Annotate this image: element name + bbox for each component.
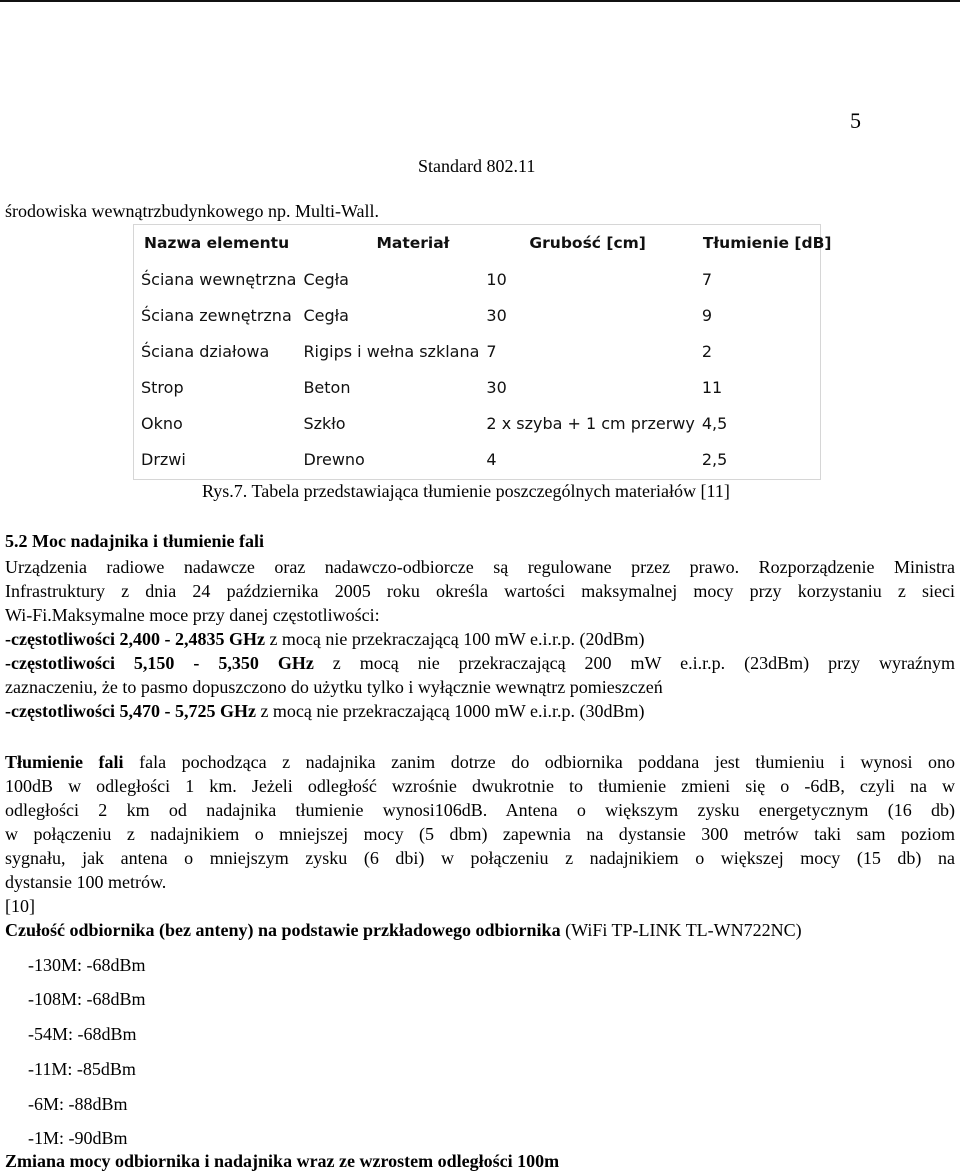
- cell-element: Drzwi: [141, 449, 186, 469]
- cell-element: Ściana wewnętrzna: [141, 269, 297, 289]
- freq-line-1: [5, 627, 955, 651]
- cell-attenuation: 4,5: [701, 413, 728, 433]
- cell-element: Ściana działowa: [141, 341, 270, 361]
- list-item: -1M: -90dBm: [28, 1128, 128, 1148]
- header-label: Standard 802.11: [418, 156, 536, 176]
- cell-element: Ściana zewnętrzna: [141, 305, 292, 325]
- cell-thickness: 30: [486, 305, 507, 325]
- lead-rest: fala pochodząca z nadajnika zanim dotrze do odbiornika poddana jest tłumieniu i wynosi ono: [123, 752, 955, 772]
- cell-thickness: 10: [486, 269, 507, 289]
- cell-element: Okno: [141, 413, 183, 433]
- cell-thickness: 2 x szyba + 1 cm przerwy: [486, 413, 695, 433]
- freq-line-2: [5, 651, 955, 675]
- sensitivity-title-bold: Czułość odbiornika (bez anteny) na podstawie przkładowego odbiornika: [5, 920, 561, 940]
- figure-caption: Rys.7. Tabela przedstawiająca tłumienie poszczególnych materiałów [11]: [202, 481, 730, 501]
- cell-material: Szkło: [303, 413, 346, 433]
- list-item: -130M: -68dBm: [28, 955, 146, 975]
- cell-material: Cegła: [303, 305, 349, 325]
- freq-desc: z mocą nie przekraczającą 1000 mW e.i.r.p. (30dBm): [255, 701, 645, 721]
- section-title: [5, 529, 955, 553]
- cell-thickness: 30: [486, 377, 507, 397]
- list-item: -108M: -68dBm: [28, 989, 146, 1009]
- cell-element: Strop: [141, 377, 184, 397]
- paragraph-line: sygnału, jak antena o mniejszym zysku (6 dbi) w połączeniu z nadajnikiem o większej mocy (15 db) na: [5, 848, 955, 868]
- cell-material: Rigips i wełna szklana: [303, 341, 480, 361]
- last-heading: Zmiana mocy odbiornika i nadajnika wraz ze wzrostem odległości 100m: [5, 1151, 560, 1171]
- paragraph-attenuation: [5, 750, 955, 942]
- table-row: [134, 369, 832, 405]
- table-header-row: [134, 225, 832, 261]
- freq-range: -częstotliwości 5,470 - 5,725 GHz: [5, 701, 256, 721]
- header-material: Materiał: [376, 234, 450, 252]
- paragraph-line: Infrastruktury z dnia 24 października 2005 roku określa wartości maksymalnej mocy przy korzystaniu z sieci: [5, 581, 955, 601]
- paragraph-regulation: [5, 555, 955, 723]
- table-row: [134, 405, 832, 441]
- table-row: [134, 297, 832, 333]
- cell-material: Cegła: [303, 269, 349, 289]
- table-row: [134, 261, 832, 297]
- header-element-name: Nazwa elementu: [144, 234, 290, 252]
- cell-thickness: 4: [486, 449, 497, 469]
- paragraph-line: 100dB w odległości 1 km. Jeżeli odległość wzrośnie dwukrotnie to tłumienie zmieni się o -6dB, czyli na w: [5, 776, 955, 796]
- cell-thickness: 7: [486, 341, 497, 361]
- cell-material: Drewno: [303, 449, 365, 469]
- freq-range: -częstotliwości 5,150 - 5,350 GHz: [5, 653, 314, 673]
- paragraph-line: Wi-Fi.Maksymalne moce przy danej częstotliwości:: [5, 605, 380, 625]
- sensitivity-title: [5, 918, 955, 942]
- cell-attenuation: 2,5: [701, 449, 728, 469]
- cell-material: Beton: [303, 377, 351, 397]
- cell-attenuation: 2: [701, 341, 713, 361]
- paragraph-line: odległości 2 km od nadajnika tłumienie wynosi106dB. Antena o większym zysku energetycznym (16 db): [5, 800, 955, 820]
- paragraph-line: [5, 750, 955, 774]
- lead-term: Tłumienie fali: [5, 752, 124, 772]
- list-item: -6M: -88dBm: [28, 1094, 128, 1114]
- intro-line: środowiska wewnątrzbudynkowego np. Multi-Wall.: [5, 201, 379, 221]
- cell-attenuation: 7: [701, 269, 713, 289]
- attenuation-table: [133, 224, 832, 480]
- freq-desc: z mocą nie przekraczającą 100 mW e.i.r.p. (20dBm): [264, 629, 645, 649]
- freq-range: -częstotliwości 2,400 - 2,4835 GHz: [5, 629, 265, 649]
- list-item: -54M: -68dBm: [28, 1024, 137, 1044]
- cell-attenuation: 9: [701, 305, 713, 325]
- table-row: [134, 441, 832, 477]
- freq-desc: z mocą nie przekraczającą 200 mW e.i.r.p. (23dBm) przy wyraźnym: [313, 653, 955, 673]
- paragraph-line: w połączeniu z nadajnikiem o mniejszej mocy (5 dbm) zapewnia na dystansie 300 metrów taki sam poziom: [5, 824, 955, 844]
- freq-line-2-cont: zaznaczeniu, że to pasmo dopuszczono do użytku tylko i wyłącznie wewnątrz pomieszczeń: [5, 677, 663, 697]
- top-rule: [0, 0, 960, 2]
- sensitivity-title-rest: (WiFi TP-LINK TL-WN722NC): [560, 920, 802, 940]
- paragraph-line: dystansie 100 metrów.: [5, 872, 167, 892]
- cell-attenuation: 11: [701, 377, 723, 397]
- page-number: 5: [850, 108, 861, 133]
- header-attenuation: Tłumienie [dB]: [702, 234, 832, 252]
- paragraph-line: Urządzenia radiowe nadawcze oraz nadawczo-odbiorcze są regulowane przez prawo. Rozporządzenie Ministra: [5, 557, 955, 577]
- list-item: -11M: -85dBm: [28, 1059, 136, 1079]
- table-row: [134, 333, 832, 369]
- section-title-text: 5.2 Moc nadajnika i tłumienie fali: [5, 531, 265, 551]
- freq-line-3: [5, 699, 955, 723]
- reference: [10]: [5, 896, 35, 916]
- header-thickness: Grubość [cm]: [529, 234, 646, 252]
